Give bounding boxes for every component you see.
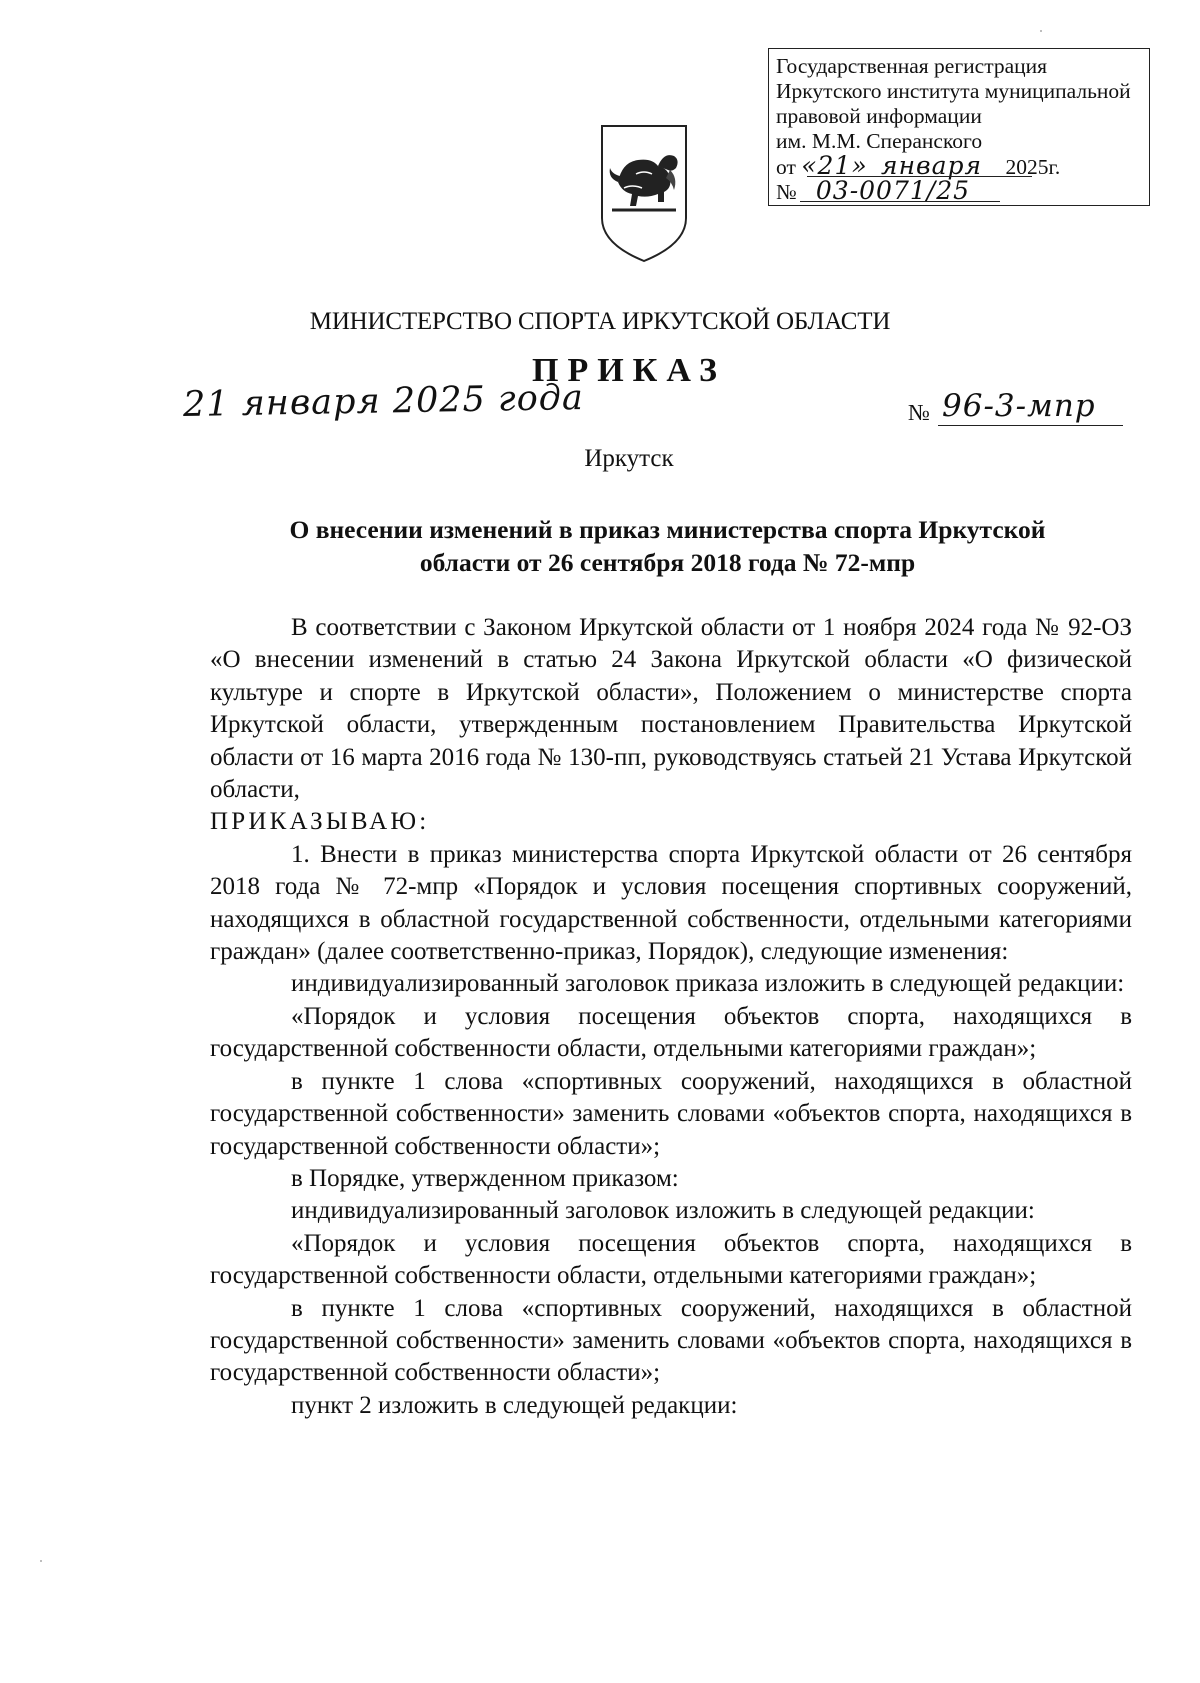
registration-number-prefix: №	[776, 180, 797, 204]
scan-artifact	[1040, 30, 1042, 32]
registration-year: 2025г.	[1005, 155, 1061, 179]
registration-month-handwritten: января	[881, 151, 983, 180]
paragraph-preamble: В соответствии с Законом Иркутской области от 1 ноября 2024 года № 92-ОЗ «О внесении изменений в статью 24 Закона Иркутской области «О физической культуре и спорте в Иркутской области», Положением о министерстве спорта Иркутской области, утвержденным постановлением Правительства Иркутской области от 16 марта 2016 года № 130-пп, руководствуясь статьей 21 Устава Иркутской области,	[210, 614, 1132, 804]
paragraph-title-change: индивидуализированный заголовок приказа изложить в следующей редакции:	[291, 970, 1125, 998]
paragraph-procedure: в Порядке, утвержденном приказом:	[291, 1164, 679, 1192]
scan-artifact	[40, 1560, 42, 1562]
registration-line-3: правовой информации	[776, 104, 982, 128]
heading-line-2: области от 26 сентября 2018 года № 72-мпр	[419, 548, 916, 577]
paragraph-procedure-point-1-change: в пункте 1 слова «спортивных сооружений, находящихся в областной государственной собственности» заменить словами «объектов спорта, находящихся в государственной собственности области»;	[210, 1294, 1132, 1387]
order-number-handwritten: 96-3-мпр	[942, 388, 1096, 424]
document-body	[210, 612, 1132, 1422]
registration-from-prefix: от	[776, 155, 796, 179]
paragraph-point-1-change: в пункте 1 слова «спортивных сооружений, находящихся в областной государственной собственности» заменить словами «объектов спорта, находящихся в государственной собственности области»;	[210, 1067, 1132, 1160]
paragraph-item-1: 1. Внести в приказ министерства спорта Иркутской области от 26 сентября 2018 года № 72-мпр «Порядок и условия посещения спортивных сооружений, находящихся в областной государственной собственности, отдельными категориями граждан» (далее соответственно-приказ, Порядок), следующие изменения:	[210, 840, 1132, 966]
ministry-name: МИНИСТЕРСТВО СПОРТА ИРКУТСКОЙ ОБЛАСТИ	[309, 308, 891, 335]
order-date-handwritten: 21 января 2025 года	[182, 378, 585, 425]
paragraph-order-word: ПРИКАЗЫВАЮ:	[210, 808, 430, 836]
order-number-label: №	[908, 400, 930, 425]
registration-line-2: Иркутского института муниципальной	[776, 79, 1131, 103]
paragraph-title-text: «Порядок и условия посещения объектов спорта, находящихся в государственной собственности области, отдельными категориями граждан»;	[210, 1002, 1132, 1063]
order-number-underline	[938, 425, 1123, 426]
heading-line-1: О внесении изменений в приказ министерства спорта Иркутской	[289, 515, 1046, 544]
registration-number-handwritten: 03-0071/25	[815, 176, 971, 205]
registration-line-4: им. М.М. Сперанского	[776, 129, 983, 153]
registration-day-handwritten: «21»	[801, 151, 868, 180]
document-heading	[200, 513, 1135, 579]
order-title: ПРИКАЗ	[532, 352, 726, 389]
registration-number-underline	[800, 201, 1000, 202]
paragraph-point-2-change: пункт 2 изложить в следующей редакции:	[291, 1391, 738, 1419]
irkutsk-babr-coat-of-arms-icon	[598, 122, 690, 264]
paragraph-procedure-title-text: «Порядок и условия посещения объектов спорта, находящихся в государственной собственности области, отдельными категориями граждан»;	[210, 1229, 1132, 1290]
registration-line-1: Государственная регистрация	[776, 54, 1048, 78]
paragraph-procedure-title-change: индивидуализированный заголовок изложить в следующей редакции:	[291, 1197, 1035, 1225]
city-name: Иркутск	[584, 445, 674, 472]
